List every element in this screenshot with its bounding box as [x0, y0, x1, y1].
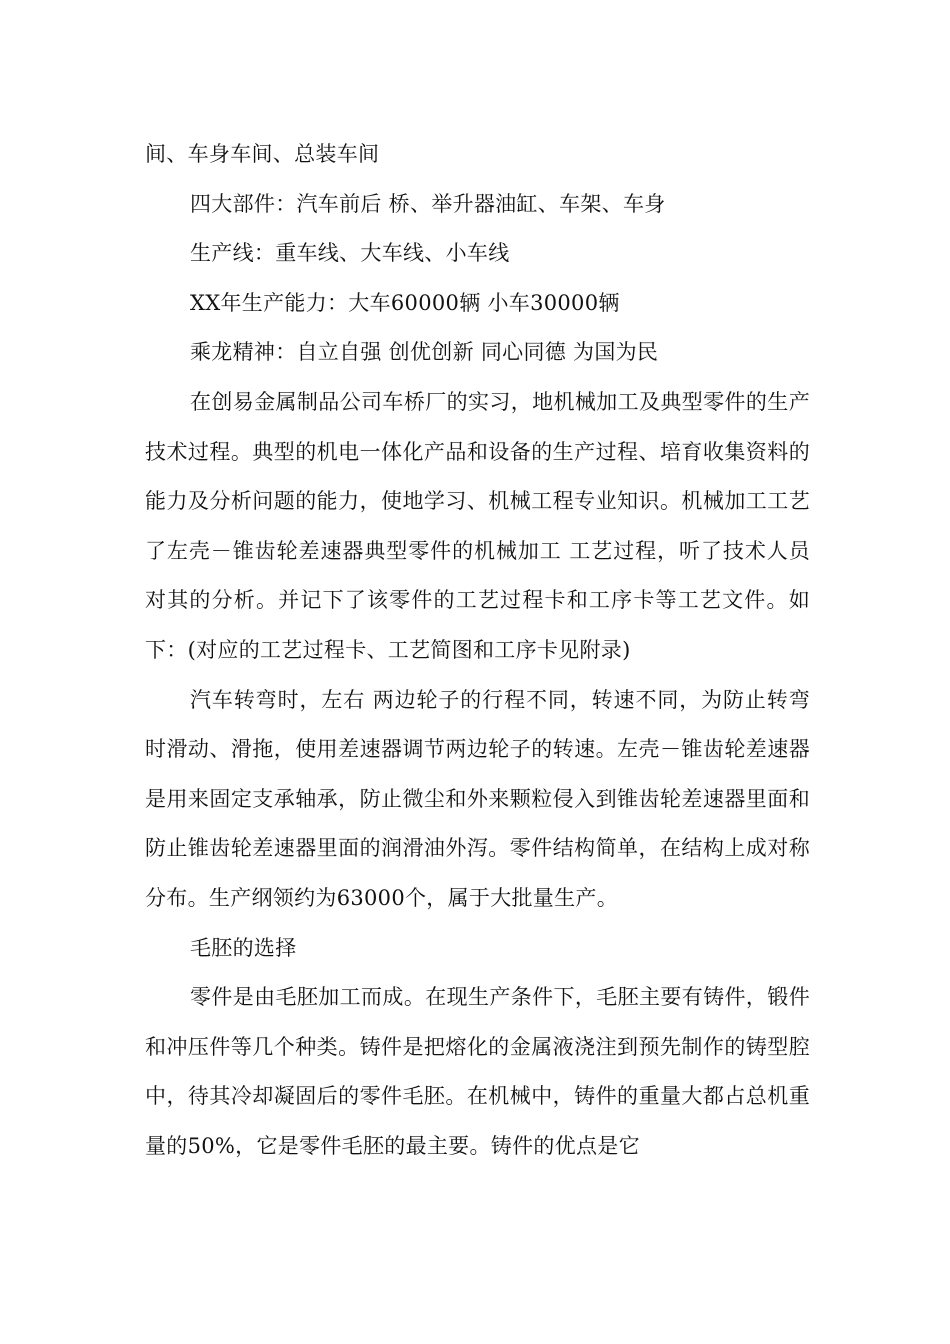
paragraph-blank-types: 零件是由毛胚加工而成。在现生产条件下，毛胚主要有铸件，锻件和冲压件等几个种类。铸件是把熔化的金属液浇注到预先制作的铸型腔中，待其冷却凝固后的零件毛胚。在机械中，铸件的重量大都占总机重量的50%，它是零件毛胚的最主要。铸件的优点是它 [145, 985, 810, 1158]
paragraph-production-capacity: XX年生产能力：大车60000辆 小车30000辆 [190, 290, 620, 315]
paragraph-workshops-continued: 间、车身车间、总装车间 [145, 142, 380, 166]
document-body [145, 130, 810, 1171]
paragraph-production-lines: 生产线：重车线、大车线、小车线 [190, 241, 510, 266]
paragraph-internship-summary: 在创易金属制品公司车桥厂的实习，地机械加工及典型零件的生产技术过程。典型的机电一体化产品和设备的生产过程、培育收集资料的能力及分析问题的能力，使地学习、机械工程专业知识。机械加工工艺了左壳－锥齿轮差速器典型零件的机械加工 工艺过程，听了技术人员对其的分析。并记下了该零件的工艺过程卡和工序卡等工艺文件。如下：(对应的工艺过程卡、工艺简图和工序卡见附录) [145, 389, 810, 662]
paragraph-company-spirit: 乘龙精神：自立自强 创优创新 同心同德 为国为民 [190, 340, 659, 365]
section-heading-blank-selection: 毛胚的选择 [190, 935, 297, 960]
paragraph-differential-description: 汽车转弯时，左右 两边轮子的行程不同，转速不同，为防止转弯时滑动、滑拖，使用差速器调节两边轮子的转速。左壳－锥齿轮差速器是用来固定支承轴承，防止微尘和外来颗粒侵入到锥齿轮差速器里面和防止锥齿轮差速器里面的润滑油外泻。零件结构简单，在结构上成对称分布。生产纲领约为63000个，属于大批量生产。 [145, 687, 810, 910]
paragraph-four-major-parts: 四大部件：汽车前后 桥、举升器油缸、车架、车身 [190, 191, 666, 216]
